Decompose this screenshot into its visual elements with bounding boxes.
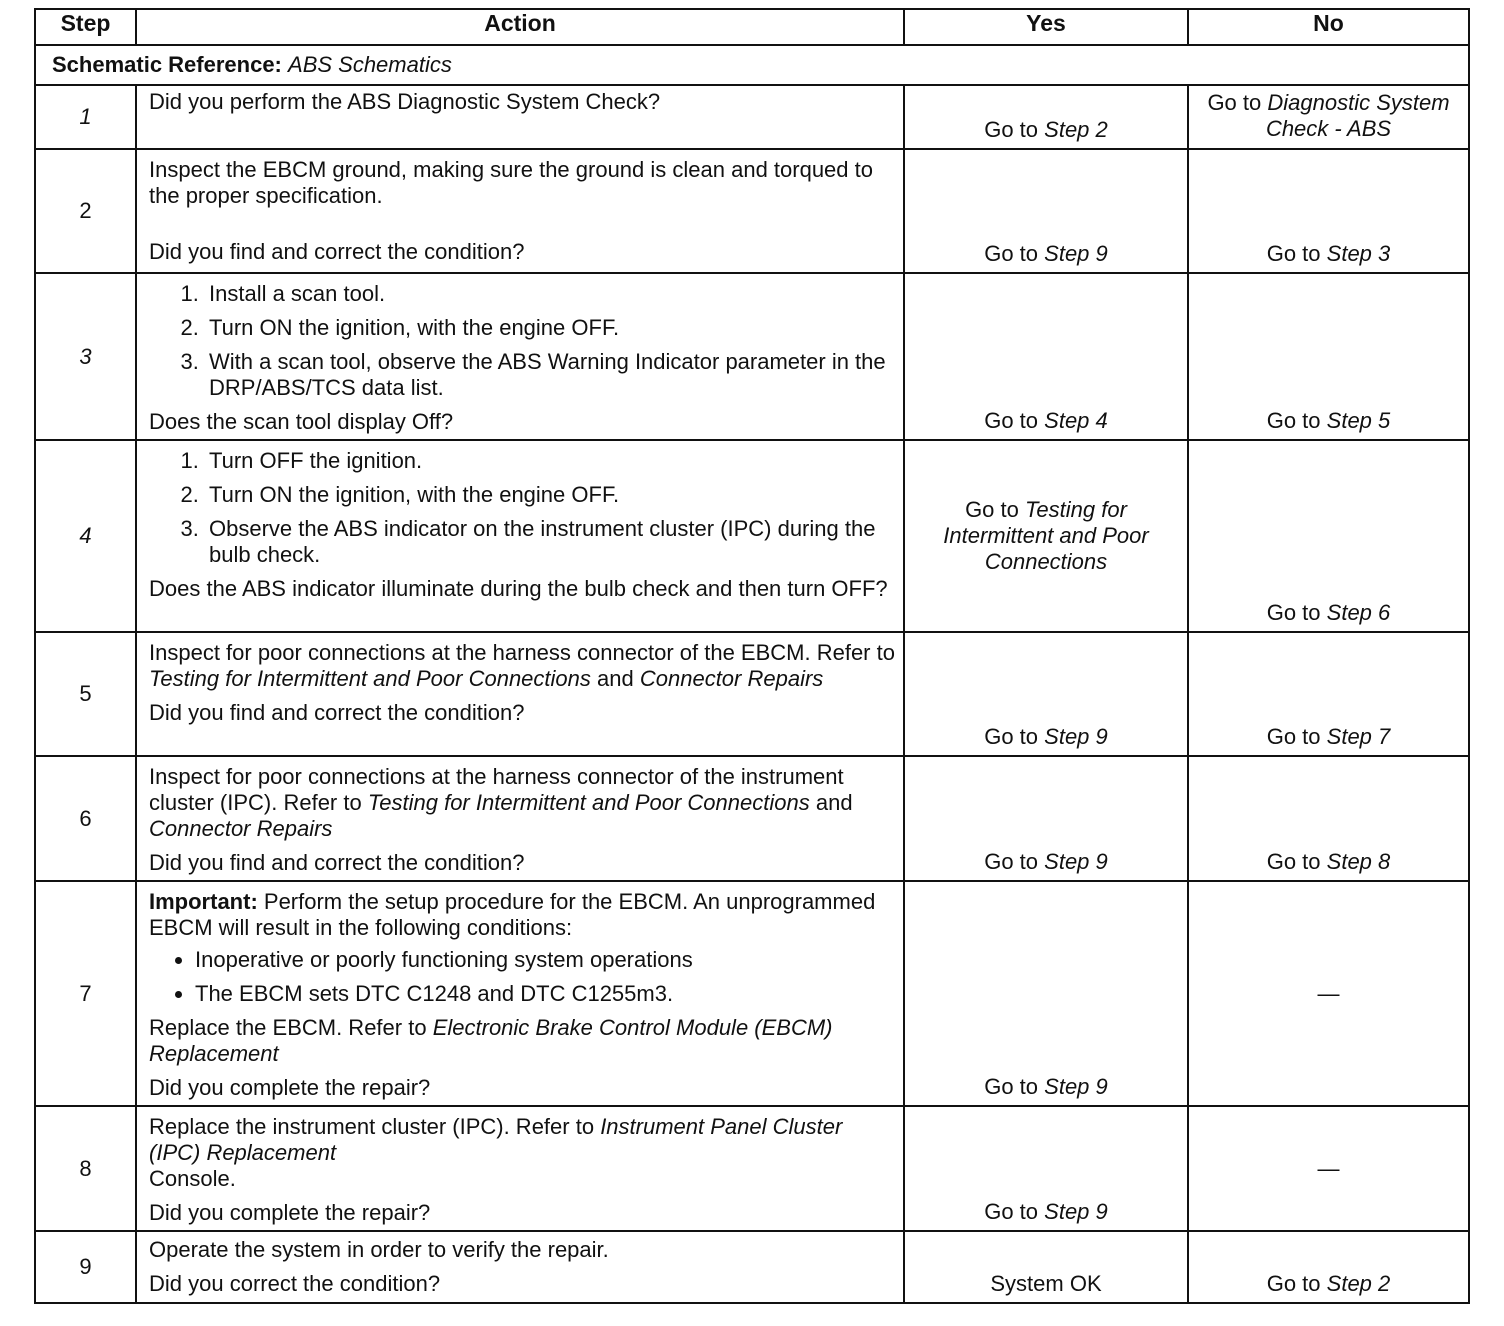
table-row bbox=[35, 632, 1469, 756]
important-text: Perform the setup procedure for the EBCM. An unprogrammed EBCM will result in the following conditions: bbox=[149, 889, 876, 940]
yes-link[interactable]: Step 4 bbox=[1044, 408, 1108, 433]
procedure-list bbox=[149, 281, 895, 401]
yes-prefix: Go to bbox=[984, 1074, 1039, 1099]
no-link[interactable]: Step 5 bbox=[1326, 408, 1391, 433]
yes-cell bbox=[904, 632, 1188, 756]
question: Did you find and correct the condition? bbox=[149, 239, 525, 264]
schematic-link[interactable]: ABS Schematics bbox=[288, 52, 452, 77]
reference-link[interactable]: Testing for Intermittent and Poor Connections bbox=[149, 666, 591, 691]
schematic-reference-row bbox=[35, 45, 1469, 85]
procedure-item: 2. Turn ON the ignition, with the engine OFF. bbox=[205, 315, 895, 341]
instruction-text: Inspect the EBCM ground, making sure the ground is clean and torqued to the proper specification. bbox=[149, 157, 873, 208]
diagnostic-table bbox=[34, 8, 1470, 1304]
instruction-lead: Inspect for poor connections at the harness connector of the EBCM. Refer to bbox=[149, 640, 895, 665]
yes-prefix: Go to bbox=[984, 1199, 1039, 1224]
no-prefix: Go to bbox=[1266, 724, 1321, 749]
reference-link[interactable]: Testing for Intermittent and Poor Connections bbox=[367, 790, 810, 815]
instruction-lead: Replace the instrument cluster (IPC). Refer to bbox=[149, 1114, 595, 1139]
reference-link[interactable]: Connector Repairs bbox=[149, 816, 333, 841]
no-prefix: Go to bbox=[1266, 241, 1321, 266]
step-number: 8 bbox=[35, 1106, 136, 1231]
header-step: Step bbox=[35, 9, 136, 45]
table-row bbox=[35, 881, 1469, 1106]
yes-cell bbox=[904, 440, 1188, 632]
no-cell bbox=[1188, 273, 1469, 440]
question: Did you correct the condition? bbox=[149, 1271, 441, 1296]
no-cell bbox=[1188, 632, 1469, 756]
conjunction: and bbox=[597, 666, 634, 691]
no-prefix: Go to bbox=[1266, 1271, 1321, 1296]
question: Did you perform the ABS Diagnostic System Check? bbox=[149, 89, 661, 114]
instruction-lead: Replace the EBCM. Refer to bbox=[149, 1015, 427, 1040]
table-row bbox=[35, 756, 1469, 881]
reference-link[interactable]: Connector Repairs bbox=[639, 666, 824, 691]
yes-prefix: Go to bbox=[984, 241, 1039, 266]
yes-prefix: Go to bbox=[965, 497, 1019, 522]
no-link[interactable]: Step 3 bbox=[1326, 241, 1391, 266]
step-number: 9 bbox=[35, 1231, 136, 1303]
no-cell bbox=[1188, 149, 1469, 273]
table-row bbox=[35, 85, 1469, 149]
no-link[interactable]: Step 6 bbox=[1326, 600, 1391, 625]
table-row bbox=[35, 149, 1469, 273]
condition-list bbox=[149, 947, 895, 1007]
instruction-text bbox=[149, 1110, 895, 1166]
question: Did you find and correct the condition? bbox=[149, 700, 525, 725]
table-row bbox=[35, 1106, 1469, 1231]
procedure-item: 3. Observe the ABS indicator on the instrument cluster (IPC) during the bulb check. bbox=[205, 516, 895, 568]
no-dash: — bbox=[1317, 980, 1340, 1006]
action-cell bbox=[136, 85, 904, 149]
important-note bbox=[149, 885, 895, 941]
procedure-item: 1. Turn OFF the ignition. bbox=[205, 448, 895, 474]
yes-cell bbox=[904, 1231, 1188, 1303]
procedure-item: 1. Install a scan tool. bbox=[205, 281, 895, 307]
question: Did you complete the repair? bbox=[149, 1200, 431, 1225]
condition-item: • The EBCM sets DTC C1248 and DTC C1255m3. bbox=[195, 981, 895, 1007]
action-cell bbox=[136, 1106, 904, 1231]
step-number: 1 bbox=[35, 85, 136, 149]
action-cell bbox=[136, 440, 904, 632]
yes-link[interactable]: Step 9 bbox=[1044, 849, 1108, 874]
action-cell bbox=[136, 149, 904, 273]
yes-cell bbox=[904, 1106, 1188, 1231]
no-link[interactable]: Step 8 bbox=[1326, 849, 1391, 874]
instruction-text bbox=[149, 636, 895, 692]
table-row bbox=[35, 273, 1469, 440]
no-link[interactable]: Diagnostic System Check - ABS bbox=[1265, 90, 1450, 141]
action-cell bbox=[136, 632, 904, 756]
header-yes: Yes bbox=[904, 9, 1188, 45]
action-cell bbox=[136, 273, 904, 440]
table-row bbox=[35, 440, 1469, 632]
yes-cell bbox=[904, 273, 1188, 440]
header-no: No bbox=[1188, 9, 1469, 45]
yes-link[interactable]: Step 9 bbox=[1044, 1074, 1108, 1099]
yes-prefix: Go to bbox=[984, 724, 1039, 749]
no-prefix: Go to bbox=[1266, 600, 1321, 625]
yes-link[interactable]: Step 9 bbox=[1044, 1199, 1108, 1224]
procedure-item: 3. With a scan tool, observe the ABS Warning Indicator parameter in the DRP/ABS/TCS data list. bbox=[205, 349, 895, 401]
important-label: Important: bbox=[149, 889, 258, 914]
yes-link[interactable]: Step 9 bbox=[1044, 241, 1108, 266]
no-cell bbox=[1188, 881, 1469, 1106]
step-number: 4 bbox=[35, 440, 136, 632]
no-prefix: Go to bbox=[1266, 408, 1321, 433]
reference-link[interactable]: Instrument Panel Cluster (IPC) Replacement bbox=[149, 1114, 843, 1165]
yes-result: System OK bbox=[990, 1271, 1102, 1296]
instruction-text bbox=[149, 1015, 895, 1067]
question: Did you complete the repair? bbox=[149, 1075, 431, 1100]
instruction-lead: Inspect for poor connections at the harness connector of the instrument cluster (IPC). Refer to bbox=[149, 764, 844, 815]
yes-cell bbox=[904, 85, 1188, 149]
question: Did you find and correct the condition? bbox=[149, 850, 525, 875]
action-cell bbox=[136, 1231, 904, 1303]
yes-link[interactable]: Testing for Intermittent and Poor Connections bbox=[943, 497, 1149, 574]
procedure-item: 2. Turn ON the ignition, with the engine OFF. bbox=[205, 482, 895, 508]
no-link[interactable]: Step 2 bbox=[1326, 1271, 1391, 1296]
step-number: 5 bbox=[35, 632, 136, 756]
no-dash: — bbox=[1317, 1155, 1340, 1181]
instruction-text bbox=[149, 760, 895, 842]
step-number: 2 bbox=[35, 149, 136, 273]
no-cell bbox=[1188, 1106, 1469, 1231]
yes-prefix: Go to bbox=[984, 849, 1039, 874]
step-number: 6 bbox=[35, 756, 136, 881]
step-number: 3 bbox=[35, 273, 136, 440]
schematic-label: Schematic Reference: bbox=[52, 52, 282, 77]
no-prefix: Go to bbox=[1207, 90, 1262, 115]
no-prefix: Go to bbox=[1266, 849, 1321, 874]
action-cell bbox=[136, 756, 904, 881]
yes-link[interactable]: Step 2 bbox=[1044, 117, 1108, 142]
no-cell bbox=[1188, 85, 1469, 149]
no-cell bbox=[1188, 756, 1469, 881]
conjunction: and bbox=[815, 790, 853, 815]
table-row bbox=[35, 1231, 1469, 1303]
question: Does the scan tool display Off? bbox=[149, 409, 454, 434]
yes-prefix: Go to bbox=[984, 408, 1039, 433]
reference-link[interactable]: Electronic Brake Control Module (EBCM) Replacement bbox=[149, 1015, 833, 1066]
extra-text: Console. bbox=[149, 1166, 236, 1191]
procedure-list bbox=[149, 448, 895, 568]
yes-cell bbox=[904, 756, 1188, 881]
header-row bbox=[35, 9, 1469, 45]
yes-cell bbox=[904, 881, 1188, 1106]
action-cell bbox=[136, 881, 904, 1106]
yes-link[interactable]: Step 9 bbox=[1044, 724, 1108, 749]
question: Does the ABS indicator illuminate during the bulb check and then turn OFF? bbox=[149, 576, 888, 601]
instruction-text: Operate the system in order to verify the repair. bbox=[149, 1237, 609, 1262]
no-cell bbox=[1188, 440, 1469, 632]
condition-item: • Inoperative or poorly functioning system operations bbox=[195, 947, 895, 973]
step-number: 7 bbox=[35, 881, 136, 1106]
schematic-reference bbox=[35, 45, 1469, 85]
yes-cell bbox=[904, 149, 1188, 273]
header-action: Action bbox=[136, 9, 904, 45]
no-link[interactable]: Step 7 bbox=[1326, 724, 1391, 749]
no-cell bbox=[1188, 1231, 1469, 1303]
yes-prefix: Go to bbox=[984, 117, 1039, 142]
